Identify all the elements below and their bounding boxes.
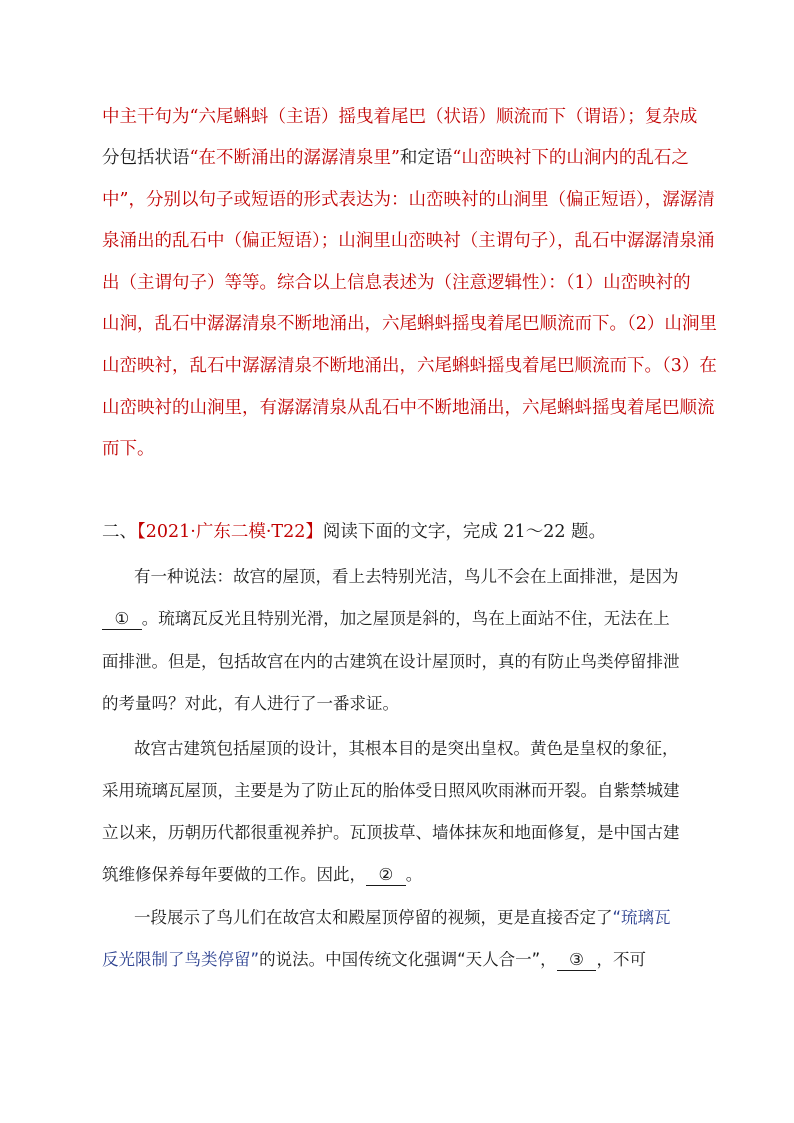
passage-p2-line-4: [102, 864, 422, 886]
analysis-line-2: [102, 147, 689, 169]
blank-1-label: ①: [114, 609, 130, 628]
passage-p3-line-1: [134, 907, 671, 929]
blank-2-label: ②: [378, 865, 394, 884]
question-number: 二、: [102, 522, 137, 542]
text-segment: 山峦映衬的山涧里，有潺潺清泉从乱石中不断地涌出，六尾蝌蚪摇曳着尾巴顺流: [102, 398, 715, 418]
passage-p2-text-e: 。: [405, 865, 423, 884]
passage-p3-text-a: 一段展示了鸟儿们在故宫太和殿屋顶停留的视频，更是直接否定了: [134, 908, 613, 927]
text-segment: 而下。: [102, 439, 155, 459]
passage-p3-text-b: 的说法。中国传统文化强调“天人合一”，: [259, 950, 557, 969]
passage-p3-quote-start: “琉璃瓦: [612, 908, 671, 927]
analysis-line-9: [102, 438, 155, 460]
analysis-line-3: [102, 189, 715, 211]
passage-p2-line-1: 故宫古建筑包括屋顶的设计，其根本目的是突出皇权。黄色是皇权的象征，: [134, 739, 679, 758]
blank-3-label: ③: [569, 950, 584, 969]
text-segment: 泉涌出的乱石中（偏正短语）；山涧里山峦映衬（主谓句子），乱石中潺潺清泉涌: [102, 231, 715, 251]
analysis-line-5: [102, 272, 691, 294]
passage-p2-line-2: 采用琉璃瓦屋顶，主要是为了防止瓦的胎体受日照风吹雨淋而开裂。自紫禁城建: [102, 781, 680, 800]
analysis-line-1: [102, 106, 697, 128]
passage-p1-line-1: 有一种说法：故宫的屋顶，看上去特别光洁，鸟儿不会在上面排泄，是因为: [134, 567, 679, 586]
text-segment: “在不断涌出的潺潺清泉里”: [189, 148, 400, 168]
analysis-line-6: [102, 313, 717, 335]
passage-p3-line-2: [102, 949, 646, 971]
question-instruction: 阅读下面的文字，完成 21～22 题。: [322, 522, 607, 542]
text-segment: 和定语: [399, 148, 453, 168]
passage-p1-line-4: 的考量吗？对此，有人进行了一番求证。: [102, 694, 399, 713]
passage-p1-line-2: [102, 608, 670, 630]
passage-p1-text-b: 。琉璃瓦反光且特别光滑，加之屋顶是斜的，鸟在上面站不住，无法在上: [141, 609, 670, 628]
text-segment: 山涧，乱石中潺潺清泉不断地涌出，六尾蝌蚪摇曳着尾巴顺流而下。（2）山涧里: [102, 314, 717, 334]
blank-1: [102, 609, 142, 630]
question-heading: [102, 521, 606, 543]
analysis-line-7: [102, 355, 717, 377]
text-segment: 中主干句为“六尾蝌蚪（主语）摇曳着尾巴（状语）顺流而下（谓语）；复杂成: [102, 107, 698, 127]
question-source: 【2021·广东二模·T22】: [137, 522, 323, 542]
analysis-line-8: [102, 397, 715, 419]
text-segment: “山峦映衬下的山涧内的乱石之: [452, 148, 689, 168]
text-segment: 分包括状语: [102, 148, 190, 168]
analysis-line-4: [102, 230, 715, 252]
text-segment: 中”，分别以句子或短语的形式表达为：山峦映衬的山涧里（偏正短语），潺潺清: [102, 190, 715, 210]
passage-p2-text-d: 筑维修保养每年要做的工作。因此，: [102, 865, 366, 884]
passage-p1-line-3: 面排泄。但是，包括故宫在内的古建筑在设计屋顶时，真的有防止鸟类停留排泄: [102, 652, 680, 671]
passage-p3-text-c: ，不可: [596, 950, 646, 969]
text-segment: 出（主谓句子）等等。综合以上信息表述为（注意逻辑性）：（1）山峦映衬的: [102, 273, 691, 293]
passage-p2-line-3: 立以来，历朝历代都很重视养护。瓦顶拔草、墙体抹灰和地面修复，是中国古建: [102, 823, 680, 842]
passage-p3-quote-end: 反光限制了鸟类停留”: [102, 950, 260, 969]
text-segment: 山峦映衬，乱石中潺潺清泉不断地涌出，六尾蝌蚪摇曳着尾巴顺流而下。（3）在: [102, 356, 717, 376]
blank-2: [366, 865, 406, 886]
blank-3: [557, 950, 597, 971]
